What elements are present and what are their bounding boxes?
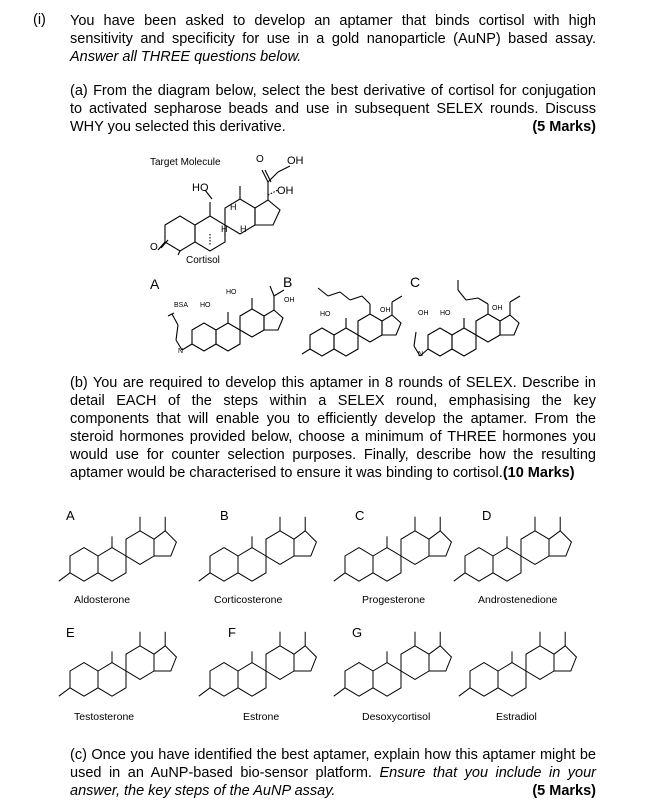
part-c-question: (c) Once you have identified the best aptamer, explain how this aptamer might be used in an AuNP-based bio-sensor platform. xyxy=(70,747,596,781)
derivative-c-ho: HO xyxy=(440,310,451,317)
hormone-name-testosterone: Testosterone xyxy=(74,711,135,723)
derivative-b-structure xyxy=(302,288,402,356)
hormone-letter-d: D xyxy=(482,508,492,523)
hormone-name-desoxycortisol: Desoxycortisol xyxy=(362,711,431,723)
hormone-structure-corticosterone xyxy=(199,517,317,581)
hormone-name-corticosterone: Corticosterone xyxy=(214,594,283,606)
part-a-text xyxy=(70,82,596,136)
derivative-c-structure xyxy=(414,280,520,356)
cortisol-o2-label: O xyxy=(256,154,264,165)
hormone-structure-desoxycortisol xyxy=(334,632,452,696)
hormone-letter-g: G xyxy=(352,625,363,640)
derivative-a-letter: A xyxy=(150,276,160,292)
hormone-name-progesterone: Progesterone xyxy=(362,594,426,606)
hormone-name-estrone: Estrone xyxy=(243,711,280,723)
hormone-letter-c: C xyxy=(355,508,365,523)
hormone-name-androstenedione: Androstenedione xyxy=(478,594,558,606)
part-b-question: (b) You are required to develop this aptamer in 8 rounds of SELEX. Describe in detail EACH of the steps within a SELEX round, emphasising the key components that will enable you to efficiently develop the aptamer. From the steroid hormones provided below, choose a minimum of THREE hormones you would use for counter selection purposes. Finally, describe how the resulting aptamer would be characterised to ensure it was binding to cortisol. xyxy=(70,375,596,481)
cortisol-oh2-label: OH xyxy=(277,185,294,197)
question-intro xyxy=(70,12,596,66)
part-b-text xyxy=(70,374,596,482)
intro-instruction: Answer all THREE questions below. xyxy=(70,49,302,65)
derivative-b-letter: B xyxy=(283,274,293,290)
target-molecule-label: Target Molecule xyxy=(150,157,221,168)
part-c-marks: (5 Marks) xyxy=(532,783,596,799)
derivative-b-oh: OH xyxy=(380,307,391,314)
hormone-name-estradiol: Estradiol xyxy=(496,711,537,723)
cortisol-h3-label: H xyxy=(240,224,247,234)
intro-text: You have been asked to develop an aptamer that binds cortisol with high sensitivity and specificity for use in a gold nanoparticle (AuNP) based assay. xyxy=(70,13,596,47)
derivative-a-n: N xyxy=(178,348,184,355)
cortisol-label: Cortisol xyxy=(186,255,220,266)
cortisol-oh-label: OH xyxy=(287,155,304,167)
cortisol-h1-label: H xyxy=(230,202,237,212)
hormone-letter-a: A xyxy=(66,508,75,523)
hormone-structure-estradiol xyxy=(459,632,577,696)
cortisol-h2-label: H xyxy=(221,224,228,234)
hormone-structure-estrone xyxy=(199,632,317,696)
derivative-a-ho2: HO xyxy=(226,289,237,296)
cortisol-derivatives-figure xyxy=(0,150,646,360)
derivative-c-oh: OH xyxy=(418,310,429,317)
hormone-letter-f: F xyxy=(228,625,236,640)
derivative-c-n: N xyxy=(418,351,424,358)
part-c-instruction: Ensure that you include in your answer, the key steps of the AuNP assay. xyxy=(70,765,596,799)
derivative-a-ho: HO xyxy=(200,302,211,309)
part-a-question: (a) From the diagram below, select the best derivative of cortisol for conjugation to activated sepharose beads and use in subsequent SELEX rounds. Discuss WHY you selected this derivative. xyxy=(70,83,596,135)
part-c-text xyxy=(70,746,596,800)
hormone-structure-testosterone xyxy=(59,632,177,696)
part-b-marks: (10 Marks) xyxy=(502,465,575,481)
hormone-letter-b: B xyxy=(220,508,229,523)
question-number: (i) xyxy=(33,12,46,28)
hormone-structure-androstenedione xyxy=(454,517,572,581)
part-a-marks: (5 Marks) xyxy=(532,119,596,135)
bsa-label: BSA xyxy=(174,302,189,309)
cortisol-ho-label: HO xyxy=(192,182,209,194)
cortisol-structure xyxy=(158,166,290,255)
hormone-name-aldosterone: Aldosterone xyxy=(74,594,131,606)
hormone-structure-aldosterone xyxy=(59,517,177,581)
derivative-a-oh: OH xyxy=(284,297,295,304)
hormone-structure-progesterone xyxy=(334,517,452,581)
cortisol-o-label: O xyxy=(150,242,158,253)
derivative-c-oh2: OH xyxy=(492,305,503,312)
derivative-b-ho: HO xyxy=(320,311,331,318)
steroid-hormones-figure xyxy=(0,492,646,732)
derivative-c-letter: C xyxy=(410,274,421,290)
hormone-letter-e: E xyxy=(66,625,75,640)
